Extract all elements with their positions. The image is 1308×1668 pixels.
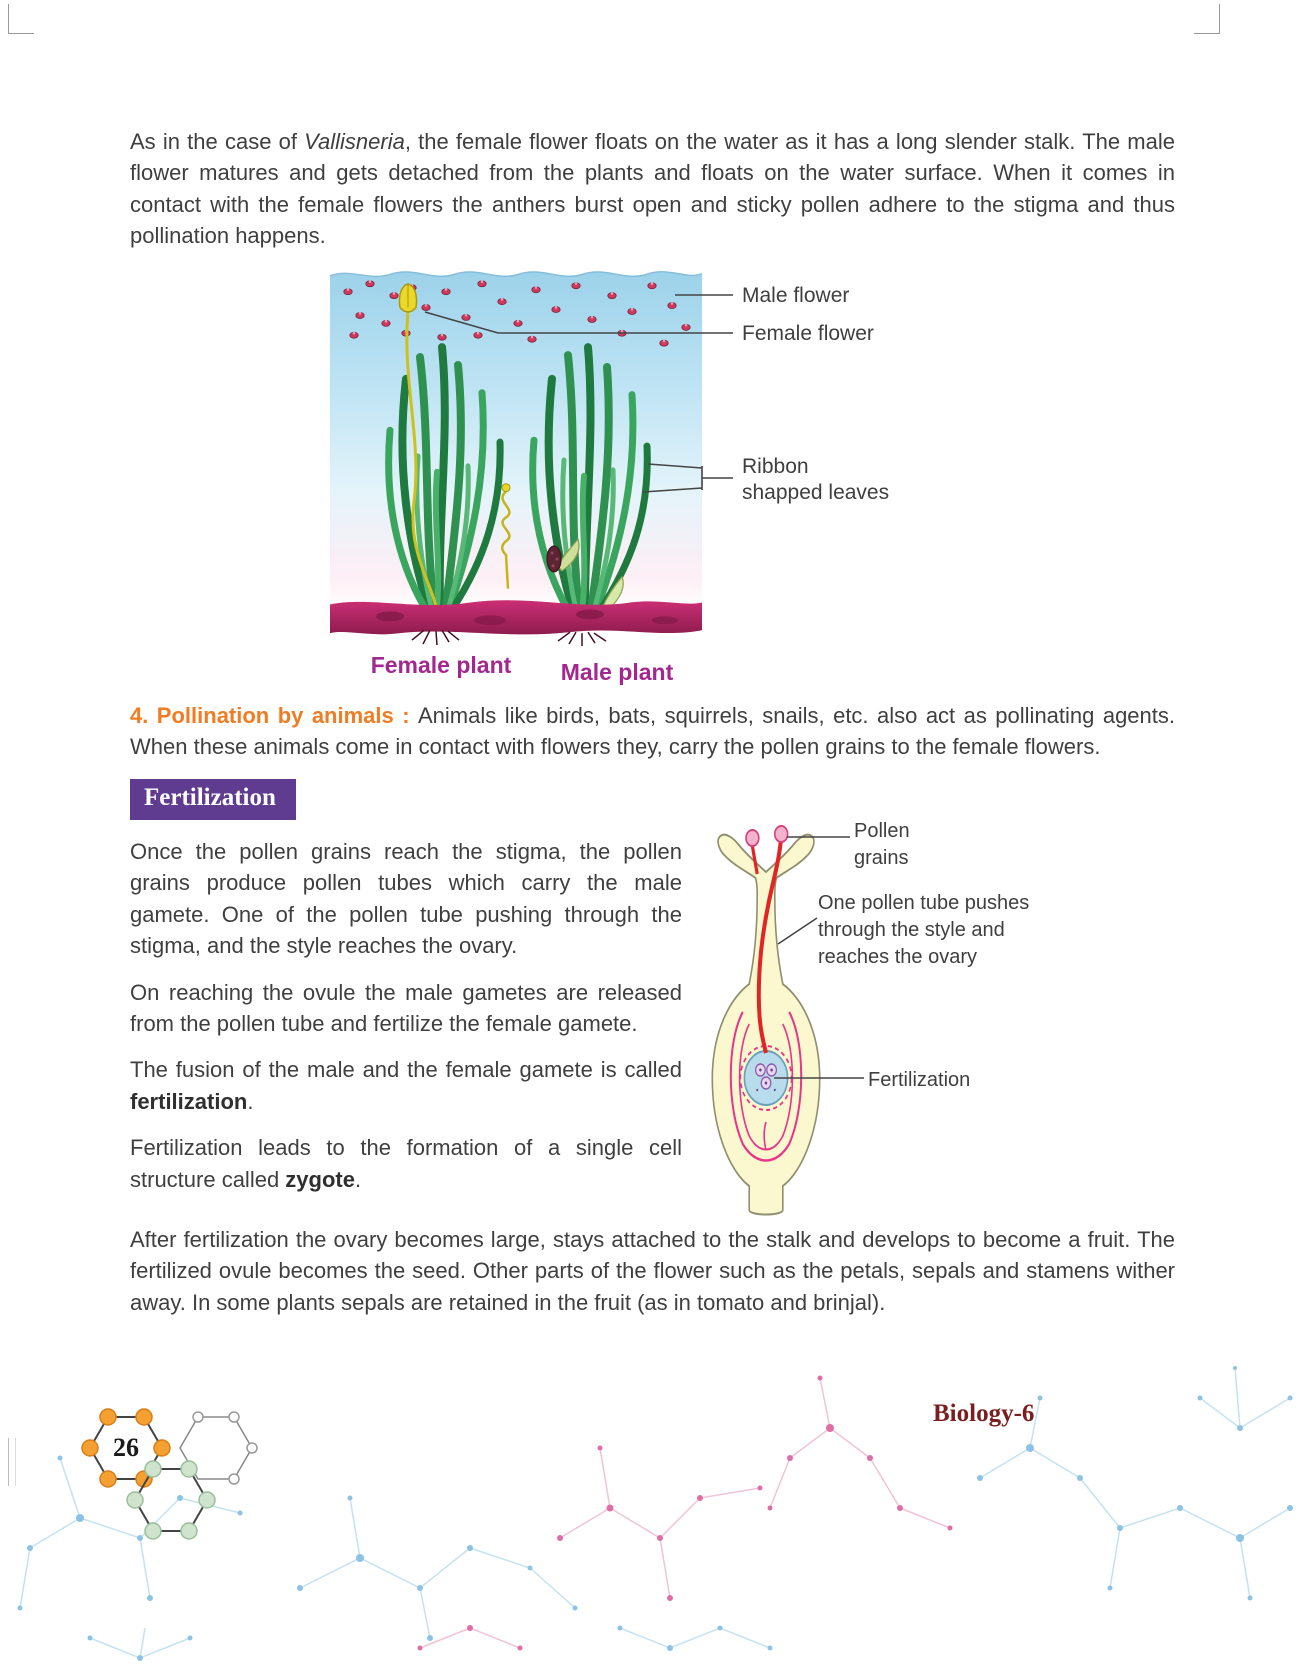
fertilization-section-heading: Fertilization bbox=[130, 779, 296, 820]
ribbon-leaves-label-line1: Ribbon bbox=[742, 454, 809, 478]
crop-mark-top-left bbox=[8, 4, 34, 34]
zygote-text-post: . bbox=[354, 1166, 362, 1192]
pollen-grains-label-line1: Pollen bbox=[854, 819, 910, 842]
vallisneria-illustration bbox=[330, 262, 702, 650]
fertilization-section bbox=[130, 819, 1175, 1220]
pollination-by-animals-text: Animals like birds, bats, squirrels, snails, etc. also act as pollinating agents. When these animals come in contact with flowers they, carry the pollen grains to the female flowers. bbox=[130, 702, 1176, 760]
fertilization-figure bbox=[682, 816, 1175, 1220]
fertilization-paragraph-1: Once the pollen grains reach the stigma, the pollen grains produce pollen tubes which carry the male gamete. One of the pollen tube pushing through the stigma, and the style reaches the ovary. bbox=[130, 838, 682, 959]
male-flower-label: Male flower bbox=[742, 283, 850, 307]
pollen-tube-label bbox=[818, 890, 1029, 971]
vallisneria-figure bbox=[130, 262, 1175, 686]
pollen-tube-label-line2: through the style and bbox=[818, 918, 1005, 941]
zygote-bold-term: zygote bbox=[285, 1166, 355, 1192]
intro-text-pre: As in the case of bbox=[130, 129, 305, 154]
pollen-grains-label-line2: grains bbox=[854, 846, 909, 869]
fertilization-paragraph-2: On reaching the ovule the male gametes are released from the pollen tube and fertilize the female gamete. bbox=[130, 979, 682, 1036]
pollen-tube-label-line3: reaches the ovary bbox=[818, 945, 977, 968]
pollination-by-animals-paragraph bbox=[130, 700, 1175, 763]
pollen-grains-label bbox=[854, 818, 910, 872]
fertilization-label: Fertilization bbox=[868, 1068, 971, 1091]
hexagon-page-number-ornament bbox=[66, 1388, 276, 1558]
ribbon-leaves-label-line2: shapped leaves bbox=[742, 481, 890, 505]
pollen-tube-label-line1: One pollen tube pushes bbox=[818, 891, 1030, 914]
pistil-illustration bbox=[690, 820, 874, 1220]
fertilization-paragraph-3 bbox=[130, 1054, 682, 1117]
fertilization-paragraph-4 bbox=[130, 1132, 682, 1195]
book-label: Biology-6 bbox=[933, 1400, 1035, 1427]
intro-paragraph bbox=[130, 126, 1175, 252]
male-plant-caption: Male plant bbox=[560, 658, 674, 685]
species-name-italic: Vallisneria bbox=[304, 129, 405, 154]
crop-mark-top-right bbox=[1194, 4, 1220, 34]
zygote-text-pre: Fertilization leads to the formation of a single cell structure called bbox=[130, 1135, 682, 1192]
fertilization-text-column bbox=[130, 836, 682, 1220]
intro-text-post: , the female flower floats on the water as it has a long slender stalk. The male flower matures and gets detached from the plants and floats on the water surface. When it comes in contact with the female flowers the anthers burst open and sticky pollen adhere to the stigma and thus pollination happens. bbox=[130, 129, 1175, 249]
fusion-text-post: . bbox=[247, 1088, 254, 1114]
pollination-by-animals-heading: 4. Pollination by animals : bbox=[130, 702, 418, 728]
crop-mark-bottom-left bbox=[8, 1438, 16, 1486]
ribbon-leaves-label bbox=[742, 454, 889, 507]
female-plant-caption: Female plant bbox=[370, 651, 512, 678]
fusion-text-pre: The fusion of the male and the female gamete is called bbox=[130, 1057, 682, 1083]
fertilization-bold-term: fertilization bbox=[130, 1088, 248, 1114]
page-number: 26 bbox=[113, 1433, 139, 1462]
after-fertilization-paragraph: After fertilization the ovary becomes large, stays attached to the stalk and develops to become a fruit. The fertilized ovule becomes the seed. Other parts of the flower such as the petals, sepals and stamens wither away. In some plants sepals are retained in the fruit (as in tomato and brinjal). bbox=[130, 1226, 1175, 1315]
female-flower-label: Female flower bbox=[742, 321, 874, 345]
